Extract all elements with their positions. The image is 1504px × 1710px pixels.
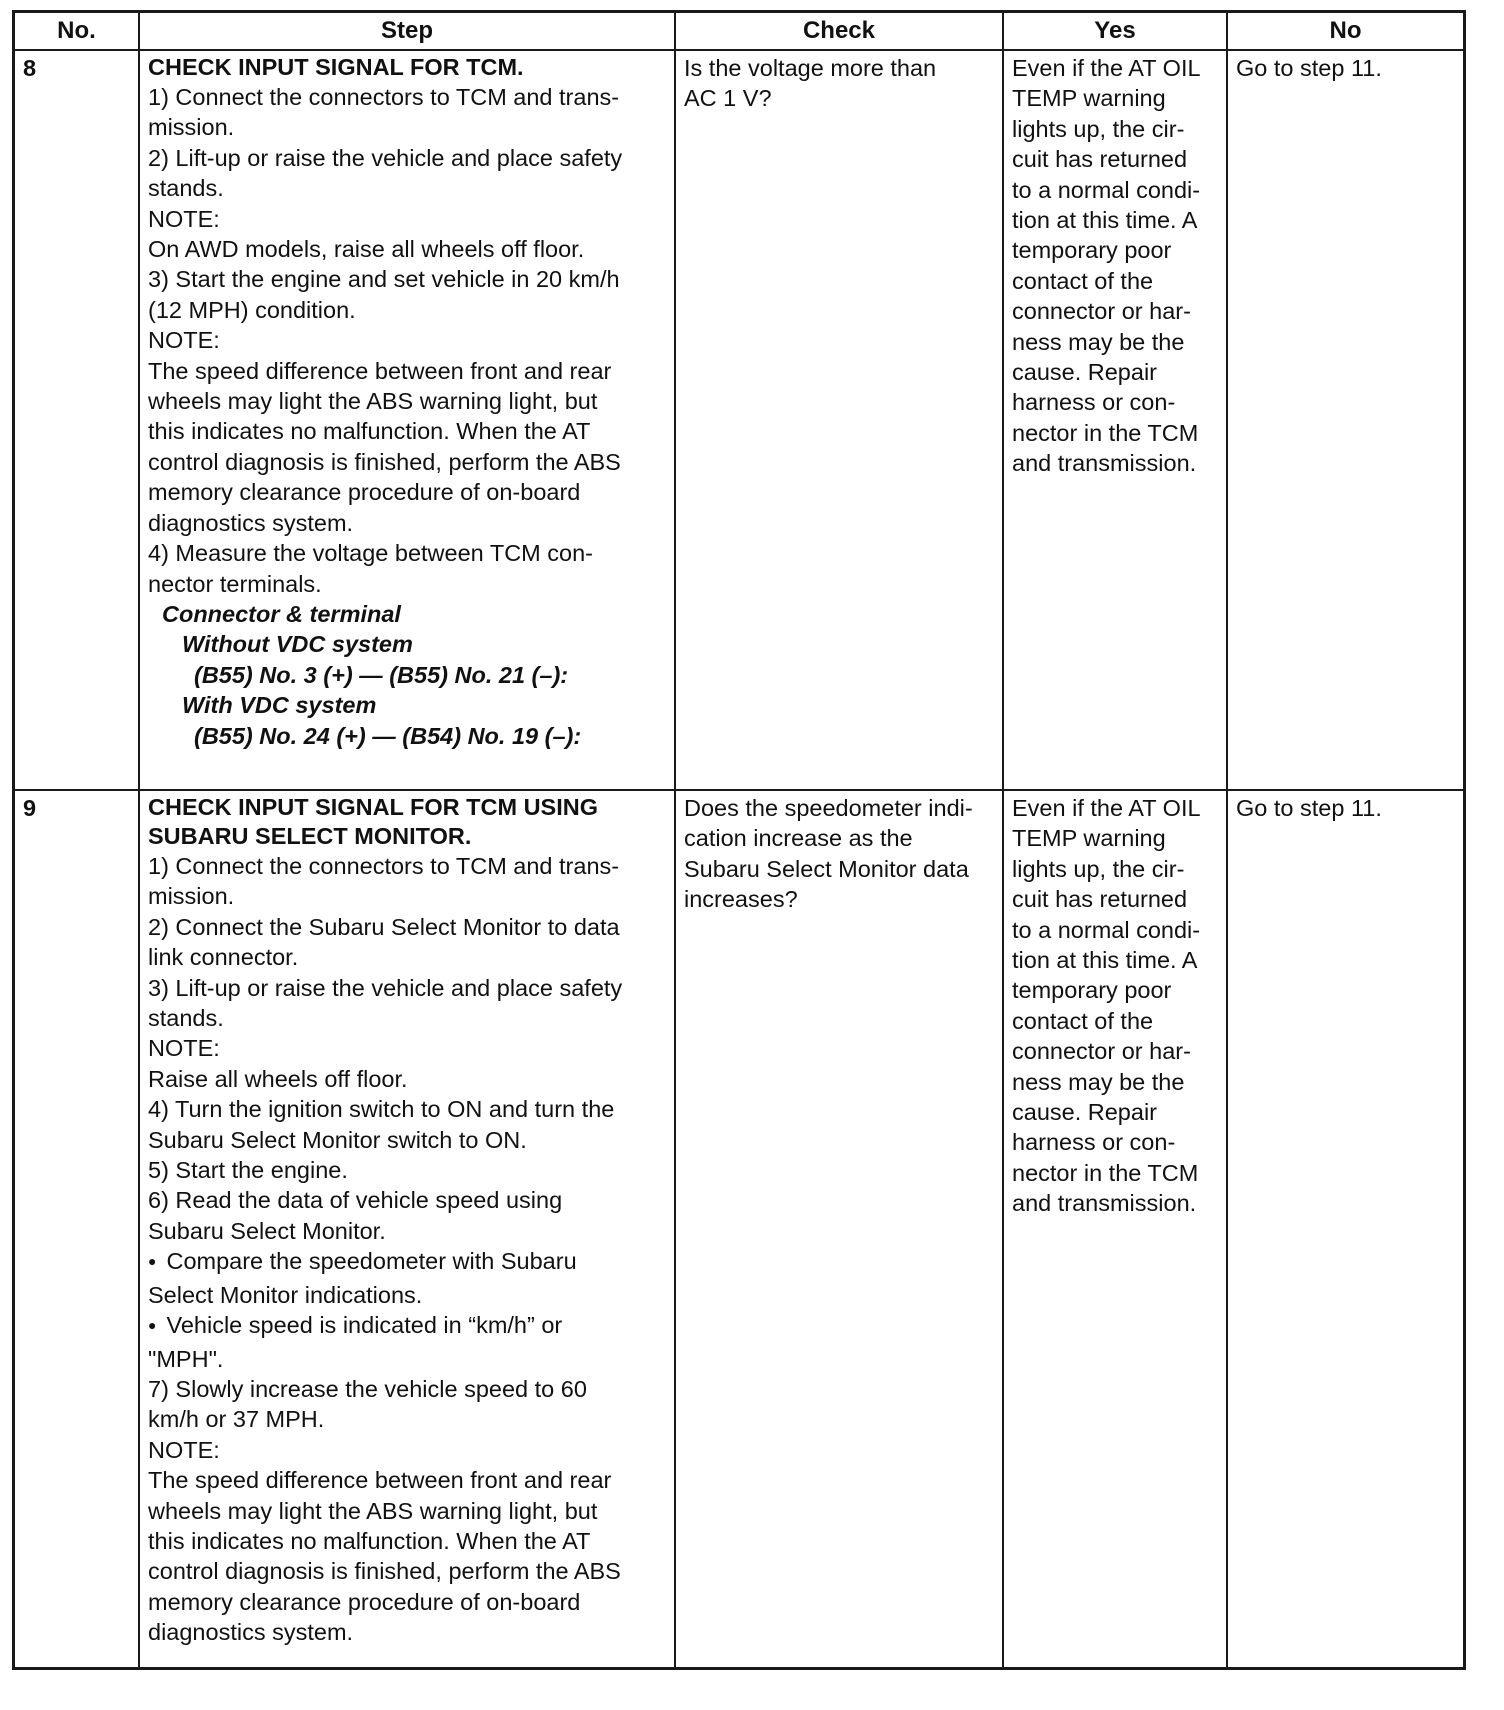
check-line: Subaru Select Monitor data <box>684 855 969 882</box>
step-cell <box>139 50 675 790</box>
step-line: 7) Slowly increase the vehicle speed to 60 <box>148 1375 587 1402</box>
diagnostic-table-frame <box>12 10 1466 1670</box>
yes-line: ness may be the <box>1012 328 1185 355</box>
step-line: 1) Connect the connectors to TCM and trans- <box>148 84 620 110</box>
yes-line: to a normal condi- <box>1012 176 1201 203</box>
header-yes: Yes <box>1003 13 1227 50</box>
step-line: diagnostics system. <box>148 509 354 536</box>
check-cell <box>675 50 1003 790</box>
yes-line: lights up, the cir- <box>1012 855 1185 882</box>
bullet-continuation: "MPH". <box>148 1345 224 1372</box>
with-vdc-label: With VDC system <box>182 692 377 719</box>
bullet-item: ● Compare the speedometer with Subaru <box>148 1246 666 1279</box>
no-result-cell <box>1227 790 1463 1667</box>
connector-terminal-heading: Connector & terminal <box>162 600 401 627</box>
with-vdc-terminals: (B55) No. 24 (+) — (B54) No. 19 (–): <box>194 722 582 749</box>
step-line: 5) Start the engine. <box>148 1157 348 1184</box>
step-line: Raise all wheels off floor. <box>148 1065 408 1092</box>
check-line: Does the speedometer indi- <box>684 795 973 821</box>
step-line: 4) Turn the ignition switch to ON and turn the <box>148 1096 615 1123</box>
step-line: memory clearance procedure of on-board <box>148 479 581 506</box>
step-line: 3) Start the engine and set vehicle in 20 km/h <box>148 266 620 293</box>
header-no-result: No <box>1227 13 1463 50</box>
without-vdc-label: Without VDC system <box>182 631 413 658</box>
step-line: nector terminals. <box>148 570 322 597</box>
yes-line: TEMP warning <box>1012 825 1166 852</box>
step-line: 4) Measure the voltage between TCM con- <box>148 540 593 567</box>
step-line: Subaru Select Monitor. <box>148 1217 386 1244</box>
step-line: this indicates no malfunction. When the AT <box>148 1527 591 1554</box>
yes-line: Even if the AT OIL <box>1012 55 1201 81</box>
yes-line: harness or con- <box>1012 1129 1176 1156</box>
yes-line: cause. Repair <box>1012 1099 1157 1126</box>
step-line: The speed difference between front and rear <box>148 1467 612 1494</box>
header-row <box>15 13 1463 50</box>
yes-line: cause. Repair <box>1012 359 1157 386</box>
yes-line: connector or har- <box>1012 1038 1191 1065</box>
step-line: 2) Connect the Subaru Select Monitor to data <box>148 913 620 940</box>
yes-line: temporary poor <box>1012 237 1172 264</box>
no-result-text: Go to step 11. <box>1236 55 1382 81</box>
yes-line: Even if the AT OIL <box>1012 795 1201 821</box>
step-line: wheels may light the ABS warning light, but <box>148 388 598 415</box>
step-line: this indicates no malfunction. When the AT <box>148 418 591 445</box>
without-vdc-terminals: (B55) No. 3 (+) — (B55) No. 21 (–): <box>194 661 569 688</box>
table-row <box>15 50 1463 790</box>
step-line: (12 MPH) condition. <box>148 296 356 323</box>
step-line: link connector. <box>148 944 299 971</box>
yes-cell <box>1003 50 1227 790</box>
yes-cell <box>1003 790 1227 1667</box>
check-line: increases? <box>684 886 798 913</box>
note-label: NOTE: <box>148 1035 220 1062</box>
no-result-text: Go to step 11. <box>1236 795 1382 821</box>
step-line: diagnostics system. <box>148 1619 354 1646</box>
note-label: NOTE: <box>148 327 220 354</box>
yes-line: TEMP warning <box>1012 85 1166 112</box>
check-cell <box>675 790 1003 1667</box>
header-step: Step <box>139 13 675 50</box>
yes-line: contact of the <box>1012 1007 1154 1034</box>
step-line: 3) Lift-up or raise the vehicle and place safety <box>148 974 623 1001</box>
step-line: stands. <box>148 1005 224 1032</box>
step-line: 6) Read the data of vehicle speed using <box>148 1187 563 1214</box>
step-title: SUBARU SELECT MONITOR. <box>148 823 472 849</box>
yes-line: nector in the TCM <box>1012 1159 1199 1186</box>
yes-line: and transmission. <box>1012 450 1197 477</box>
step-line: mission. <box>148 883 235 910</box>
step-line: km/h or 37 MPH. <box>148 1406 325 1433</box>
diagnostic-table <box>15 13 1463 1667</box>
yes-line: cuit has returned <box>1012 886 1188 913</box>
step-line: 1) Connect the connectors to TCM and trans- <box>148 853 620 879</box>
step-line: wheels may light the ABS warning light, but <box>148 1497 598 1524</box>
step-line: 2) Lift-up or raise the vehicle and place safety <box>148 144 623 171</box>
step-number: 9 <box>15 790 139 1667</box>
yes-line: cuit has returned <box>1012 146 1188 173</box>
check-line: Is the voltage more than <box>684 55 937 81</box>
no-result-cell <box>1227 50 1463 790</box>
yes-line: connector or har- <box>1012 298 1191 325</box>
yes-line: harness or con- <box>1012 389 1176 416</box>
note-label: NOTE: <box>148 1436 220 1463</box>
yes-line: ness may be the <box>1012 1068 1185 1095</box>
step-line: mission. <box>148 114 235 141</box>
header-no: No. <box>15 13 139 50</box>
step-line: control diagnosis is finished, perform the ABS <box>148 448 621 475</box>
table-row <box>15 790 1463 1667</box>
yes-line: lights up, the cir- <box>1012 115 1185 142</box>
step-title: CHECK INPUT SIGNAL FOR TCM. <box>148 54 524 80</box>
yes-line: to a normal condi- <box>1012 916 1201 943</box>
yes-line: temporary poor <box>1012 977 1172 1004</box>
check-line: cation increase as the <box>684 825 913 852</box>
step-line: The speed difference between front and rear <box>148 357 612 384</box>
header-check: Check <box>675 13 1003 50</box>
yes-line: tion at this time. A <box>1012 947 1198 974</box>
bullet-item: ● Vehicle speed is indicated in “km/h” or <box>148 1310 666 1343</box>
step-line: control diagnosis is finished, perform the ABS <box>148 1558 621 1585</box>
yes-line: contact of the <box>1012 267 1154 294</box>
note-label: NOTE: <box>148 205 220 232</box>
step-number: 8 <box>15 50 139 790</box>
step-line: On AWD models, raise all wheels off floor. <box>148 236 585 263</box>
step-title: CHECK INPUT SIGNAL FOR TCM USING <box>148 794 598 820</box>
step-line: Subaru Select Monitor switch to ON. <box>148 1126 527 1153</box>
yes-line: tion at this time. A <box>1012 207 1198 234</box>
bullet-continuation: Select Monitor indications. <box>148 1281 423 1308</box>
step-cell <box>139 790 675 1667</box>
step-line: stands. <box>148 175 224 202</box>
yes-line: nector in the TCM <box>1012 419 1199 446</box>
check-line: AC 1 V? <box>684 85 772 112</box>
step-line: memory clearance procedure of on-board <box>148 1588 581 1615</box>
yes-line: and transmission. <box>1012 1190 1197 1217</box>
